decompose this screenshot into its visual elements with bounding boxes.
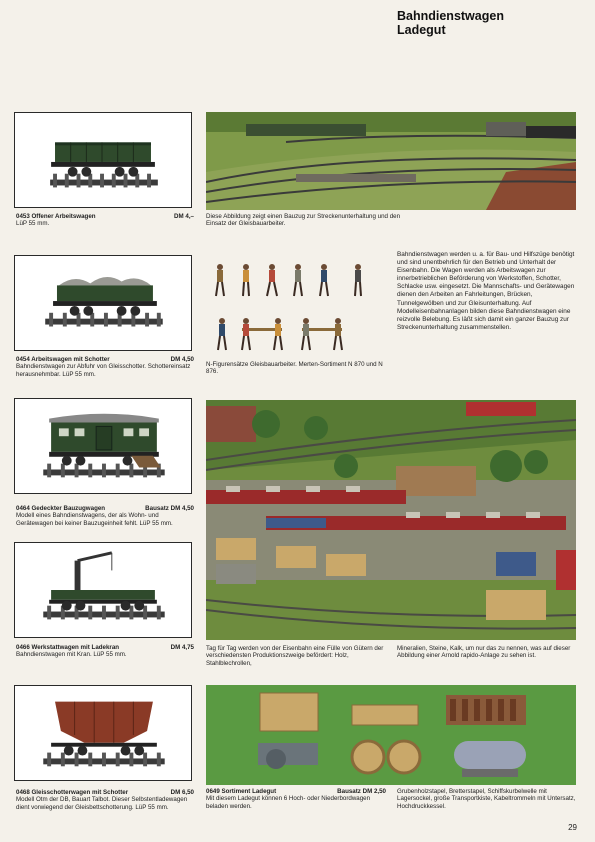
product-caption-0464 [16,505,194,527]
product-title: 0468 Gleisschotterwagen mit Schotter [16,789,129,796]
product-price: DM 4,50 [170,356,194,363]
product-price: DM 4,– [174,213,194,220]
product-title: 0454 Arbeitswagen mit Schotter [16,356,110,363]
body-text: Bahndienstwagen werden u. a. für Bau- und Hilfszüge benötigt und sind unentbehrlich für den Betrieb und Unterhalt der Eisenbahn. Die Wagen werden als Arbeitswagen zur innerbetrieblichen Beförderung von Werkstoffen, Schotter, Schlacke usw. eingesetzt. Die Mannschafts- und Gerätewagen dienen den Arbeiten an Fahrleitungen, Brücken, Tunnelgewölben und zur Gleisunterhaltung. Auf Modelleisenbahnanlagen bilden diese Bahndienstwagen eine reizvolle Belebung. Es läßt sich damit ein ganzer Bauzug zur Streckenunterhaltung zusammenstellen. [397,251,575,331]
photo2-caption-right: Mineralien, Steine, Kalk, um nur das zu nennen, was auf dieser Abbildung einer Arnold rapido-Anlage zu sehen ist. [397,645,571,660]
load-assortment-photo [206,685,576,785]
sortiment-right-text: Grubenholzstapel, Bretterstapel, Schiffskurbelwelle mit Lagersockel, große Transportkiste, Kabeltrommeln mit Untersatz, Hochdruckkessel. [397,788,576,810]
product-desc: Modell eines Bahndienstwagens, der als Wohn- und Gerätewagen bei keiner Bauzugeinheit fehlt. LüP 55 mm. [16,512,173,527]
photo1-caption: Diese Abbildung zeigt einen Bauzug zur Streckenunterhaltung und den Einsatz der Gleisbauarbeiter. [206,213,401,228]
product-desc: Bahndienstwagen mit Kran. LüP 55 mm. [16,651,127,659]
layout-photo-freight-yard [206,400,576,640]
sortiment-title: 0649 Sortiment Ladegut [206,788,277,795]
sortiment-price: Bausatz DM 2,50 [337,788,386,795]
page-heading [397,9,504,37]
product-desc: LüP 55 mm. [16,220,50,228]
sortiment-desc: Mit diesem Ladegut können 6 Hoch- oder Niederbordwagen beladen werden. [206,795,371,810]
heading-line-2: Ladegut [397,23,446,37]
product-image-0464 [14,398,192,494]
product-title: 0453 Offener Arbeitswagen [16,213,96,220]
product-caption-0468 [16,789,194,811]
product-desc: Modell Otm der DB, Bauart Talbot. Dieser Selbstentladewagen dient vorwiegend der Gleisbettschotterung. LüP 55 mm. [16,796,188,811]
product-caption-0453 [16,213,194,228]
heading-line-1: Bahndienstwagen [397,9,504,23]
product-price: DM 6,50 [170,789,194,796]
product-image-0453 [14,112,192,208]
product-caption-0454 [16,356,194,378]
figures-caption: N-Figurensätze Gleisbauarbeiter. Merten-Sortiment N 870 und N 876. [206,361,383,376]
page-number: 29 [568,823,577,832]
product-title: 0466 Werkstattwagen mit Ladekran [16,644,120,651]
layout-photo-work-train [206,112,576,210]
photo2-caption-left: Tag für Tag werden von der Eisenbahn eine Fülle von Gütern der verschiedensten Produktionszweige befördert: Holz, Stahlblechrollen, [206,645,384,667]
product-image-0466 [14,542,192,638]
product-caption-0466 [16,644,194,659]
product-title: 0464 Gedeckter Bauzugwagen [16,505,106,512]
product-desc: Bahndienstwagen zur Abfuhr von Gleisschotter. Schottereinsatz herausnehmbar. LüP 55 mm. [16,363,191,378]
product-price: DM 4,75 [170,644,194,651]
product-price: Bausatz DM 4,50 [145,505,194,512]
product-image-0468 [14,685,192,781]
worker-figures-image [206,258,390,358]
sortiment-caption [206,788,386,810]
product-image-0454 [14,255,192,351]
